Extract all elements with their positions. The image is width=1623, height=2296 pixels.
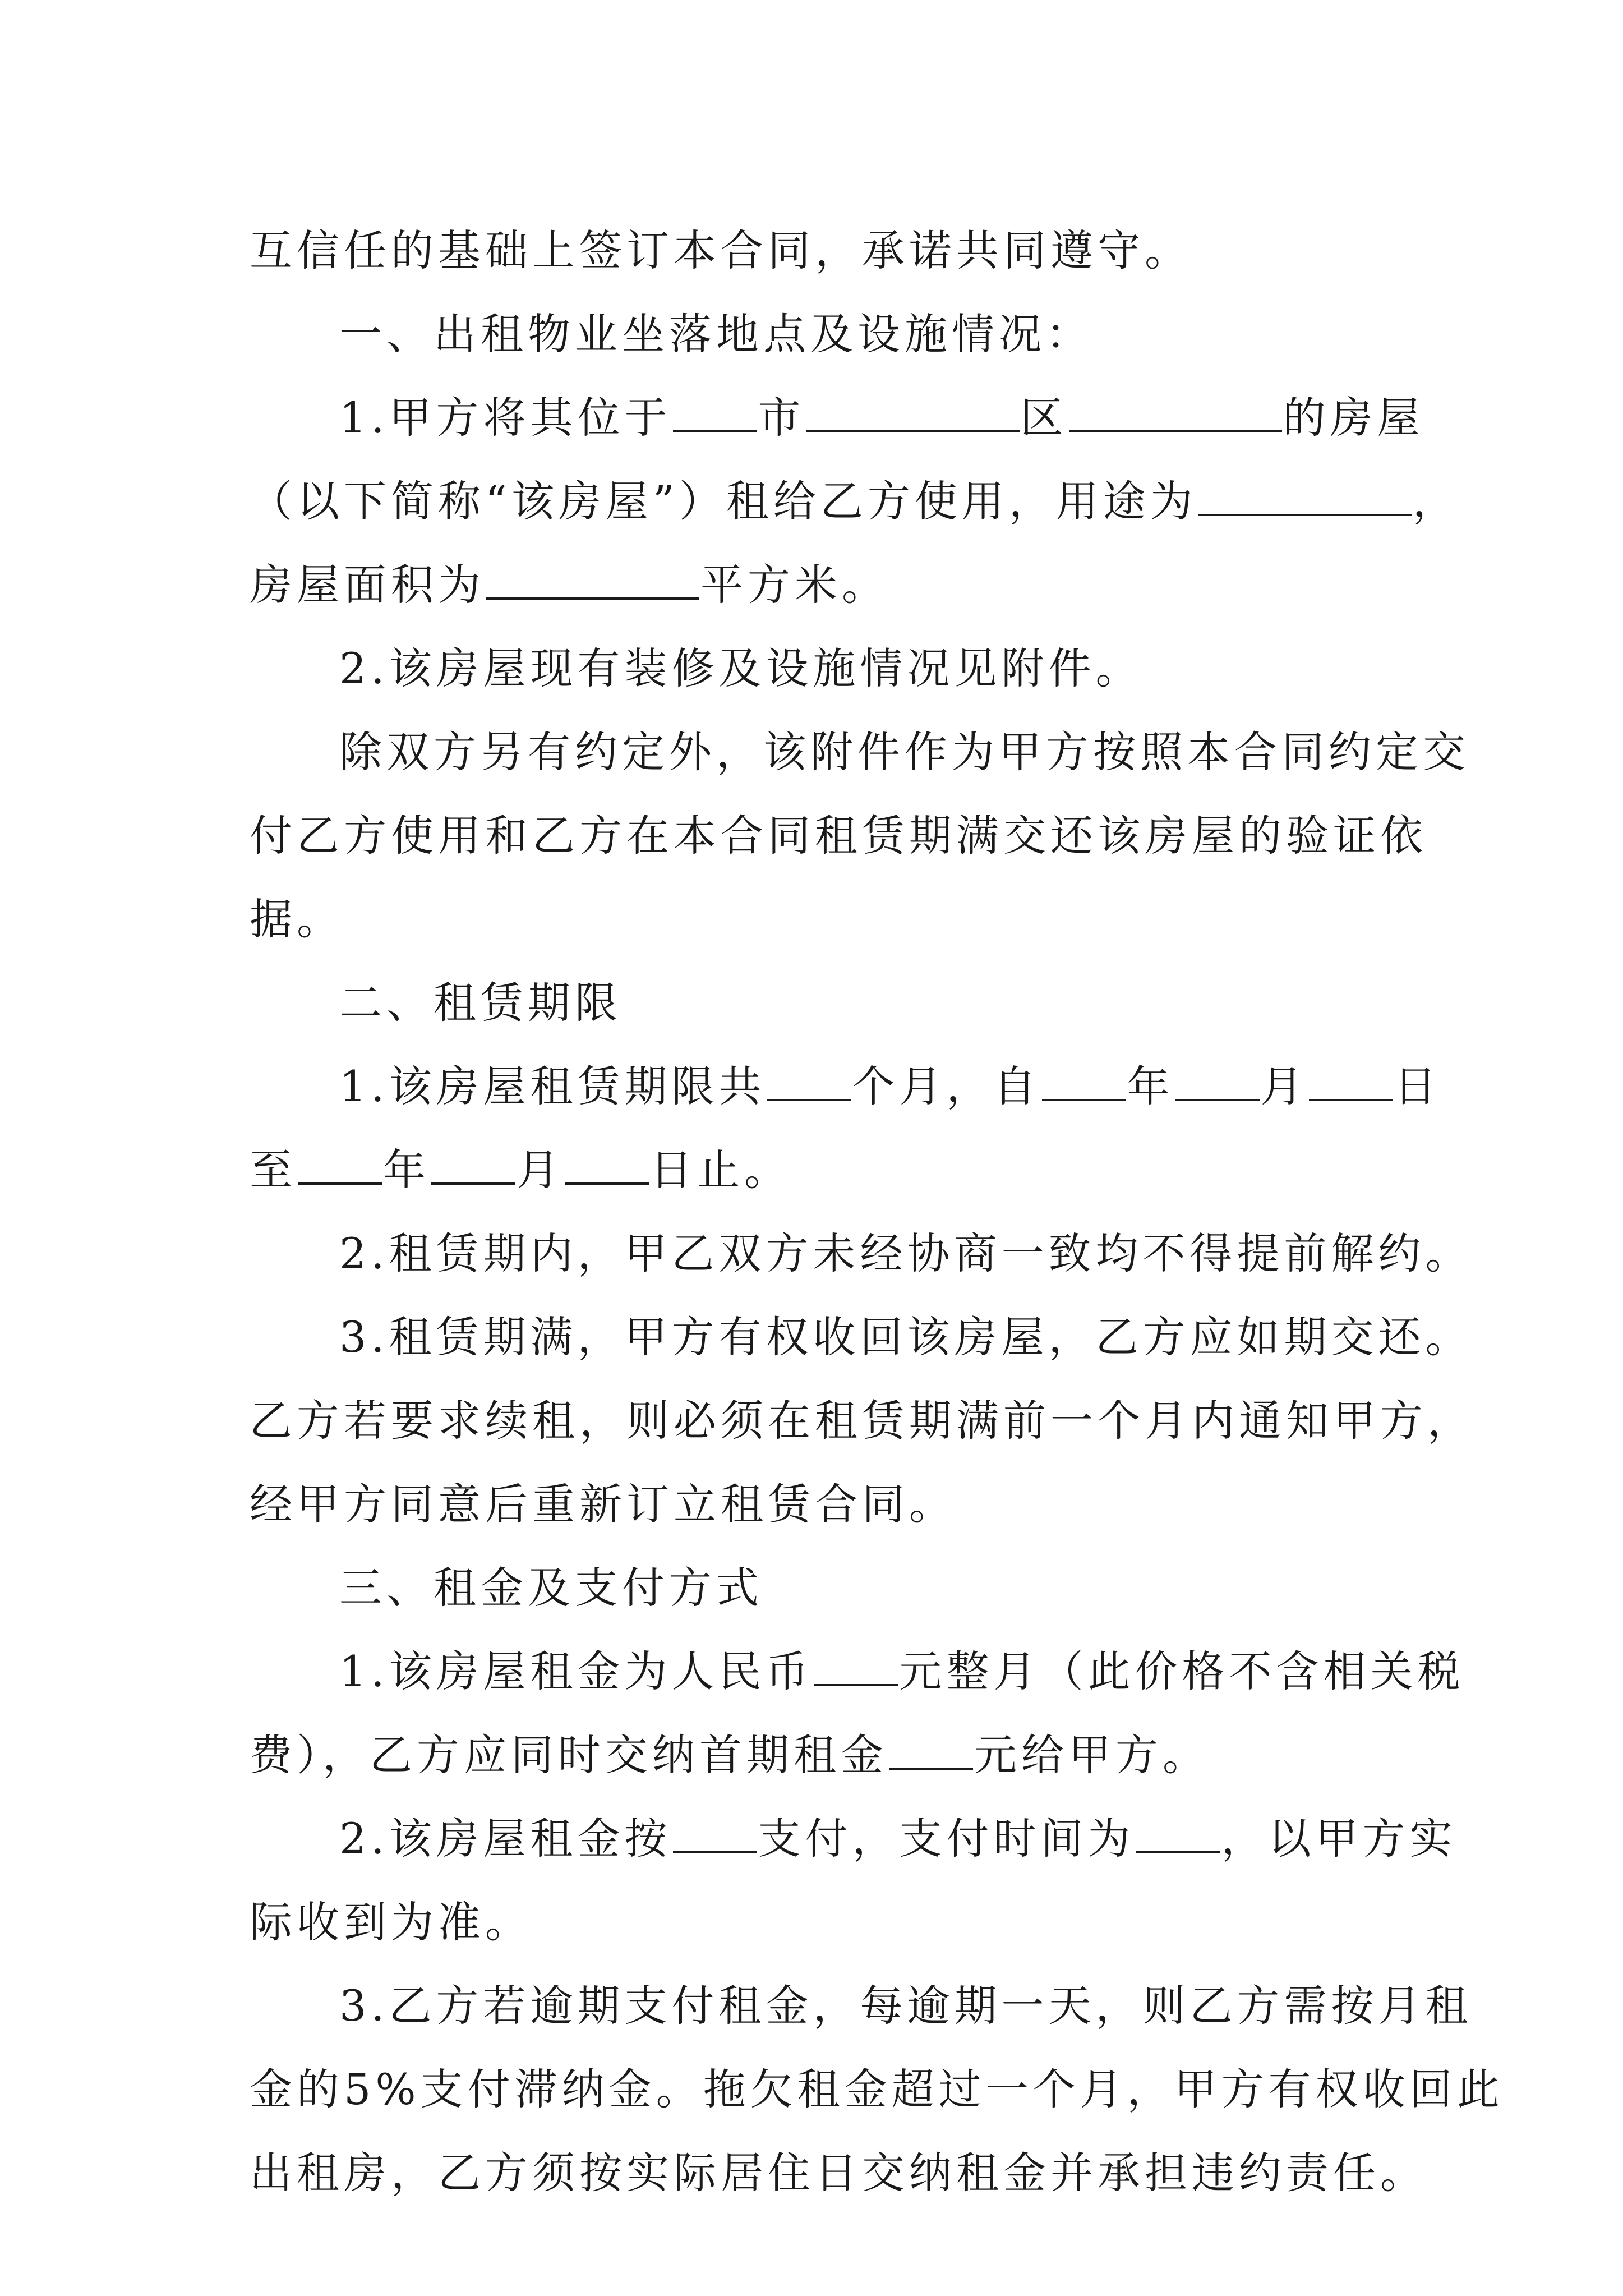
text: 月 [1260,1061,1308,1111]
paragraph-line [250,877,1382,961]
text: 3.乙方若逾期支付租金，每逾期一天，则乙方需按月租 [339,1981,1473,2031]
text: （以下简称“该房屋”）租给乙方使用，用途为 [250,476,1197,526]
text: 市 [758,393,805,443]
clause-2-3 [250,1295,1473,1379]
clause-2-3-cont [250,1462,1382,1546]
text: 月 [517,1145,564,1195]
text: ，以甲方实 [1221,1814,1457,1864]
heading-text: 三、租金及支付方式 [339,1563,763,1613]
clause-1-2 [250,627,1382,710]
text: 费），乙方应同时交纳首期租金 [250,1730,888,1780]
clause-2-1 [250,1045,1441,1128]
text: 年 [1127,1061,1174,1111]
clause-1-1 [250,376,1424,459]
text: 3.租赁期满，甲方有权收回该房屋，乙方应如期交还。 [339,1312,1473,1362]
text: 1.甲方将其位于 [339,393,672,443]
text: ， [1412,476,1460,526]
text: 际收到为准。 [250,1897,532,1947]
clause-2-1-cont [250,1128,1382,1212]
contract-body [250,209,1504,2215]
clause-3-2-cont [250,1880,1382,1964]
blank-field [1042,1059,1126,1101]
text: 2.租赁期内，甲乙双方未经协商一致均不得提前解约。 [339,1228,1473,1278]
blank-field [889,1727,973,1770]
paragraph-line [250,209,1382,292]
section-heading-1 [250,292,1382,376]
paragraph-line [250,710,1470,794]
section-heading-3 [250,1546,1382,1630]
clause-3-3-cont [250,2131,1427,2215]
blank-field [1175,1059,1260,1101]
text: 互信任的基础上签订本合同，承诺共同遵守。 [250,226,1192,275]
blank-field [565,1142,649,1185]
text: 平方米。 [700,560,889,610]
blank-field [673,390,757,432]
blank-field [1198,473,1412,516]
text: 年 [383,1145,430,1195]
text: 1.该房屋租赁期限共 [339,1061,766,1111]
blank-field [1136,1811,1220,1853]
clause-3-3 [250,1964,1473,2047]
text: 区 [1020,393,1068,443]
clause-3-3-cont [250,2047,1504,2131]
blank-field [298,1142,382,1185]
text: 付乙方使用和乙方在本合同租赁期满交还该房屋的验证依 [250,811,1427,861]
clause-3-2 [250,1797,1457,1880]
blank-field [673,1811,757,1853]
text: 房屋面积为 [250,560,485,610]
text: 1.该房屋租金为人民币 [339,1646,813,1696]
text: 2.该房屋租金按 [339,1814,672,1864]
text: 除双方另有约定外，该附件作为甲方按照本合同约定交 [339,727,1470,777]
heading-text: 二、租赁期限 [339,978,622,1028]
heading-text: 一、出租物业坐落地点及设施情况： [339,309,1093,359]
text: 据。 [250,894,344,944]
blank-field [806,390,1020,432]
text: 至 [250,1145,297,1195]
clause-2-2 [250,1212,1473,1295]
text: 金的5%支付滞纳金。拖欠租金超过一个月，甲方有权收回此 [250,2064,1504,2114]
text: 乙方若要求续租，则必须在租赁期满前一个月内通知甲方， [250,1396,1474,1446]
clause-1-1-cont [250,543,1382,627]
blank-field [486,557,699,600]
blank-field [814,1644,898,1686]
blank-field [767,1059,851,1101]
text: 元整月（此价格不含相关税 [899,1646,1465,1696]
clause-3-1 [250,1630,1465,1713]
clause-1-1-cont [250,459,1460,543]
text: 出租房，乙方须按实际居住日交纳租金并承担违约责任。 [250,2148,1427,2198]
text: 元给甲方。 [974,1730,1210,1780]
blank-field [431,1142,515,1185]
text: 的房屋 [1283,393,1424,443]
clause-2-3-cont [250,1379,1474,1462]
paragraph-line [250,794,1427,877]
text: 个月，自 [852,1061,1041,1111]
text: 日止。 [650,1145,791,1195]
blank-field [1309,1059,1393,1101]
clause-3-1-cont [250,1713,1382,1797]
text: 支付，支付时间为 [758,1814,1135,1864]
blank-field [1069,390,1282,432]
section-heading-2 [250,961,1382,1045]
text: 2.该房屋现有装修及设施情况见附件。 [339,643,1143,693]
text: 经甲方同意后重新订立租赁合同。 [250,1479,956,1529]
text: 日 [1394,1061,1441,1111]
